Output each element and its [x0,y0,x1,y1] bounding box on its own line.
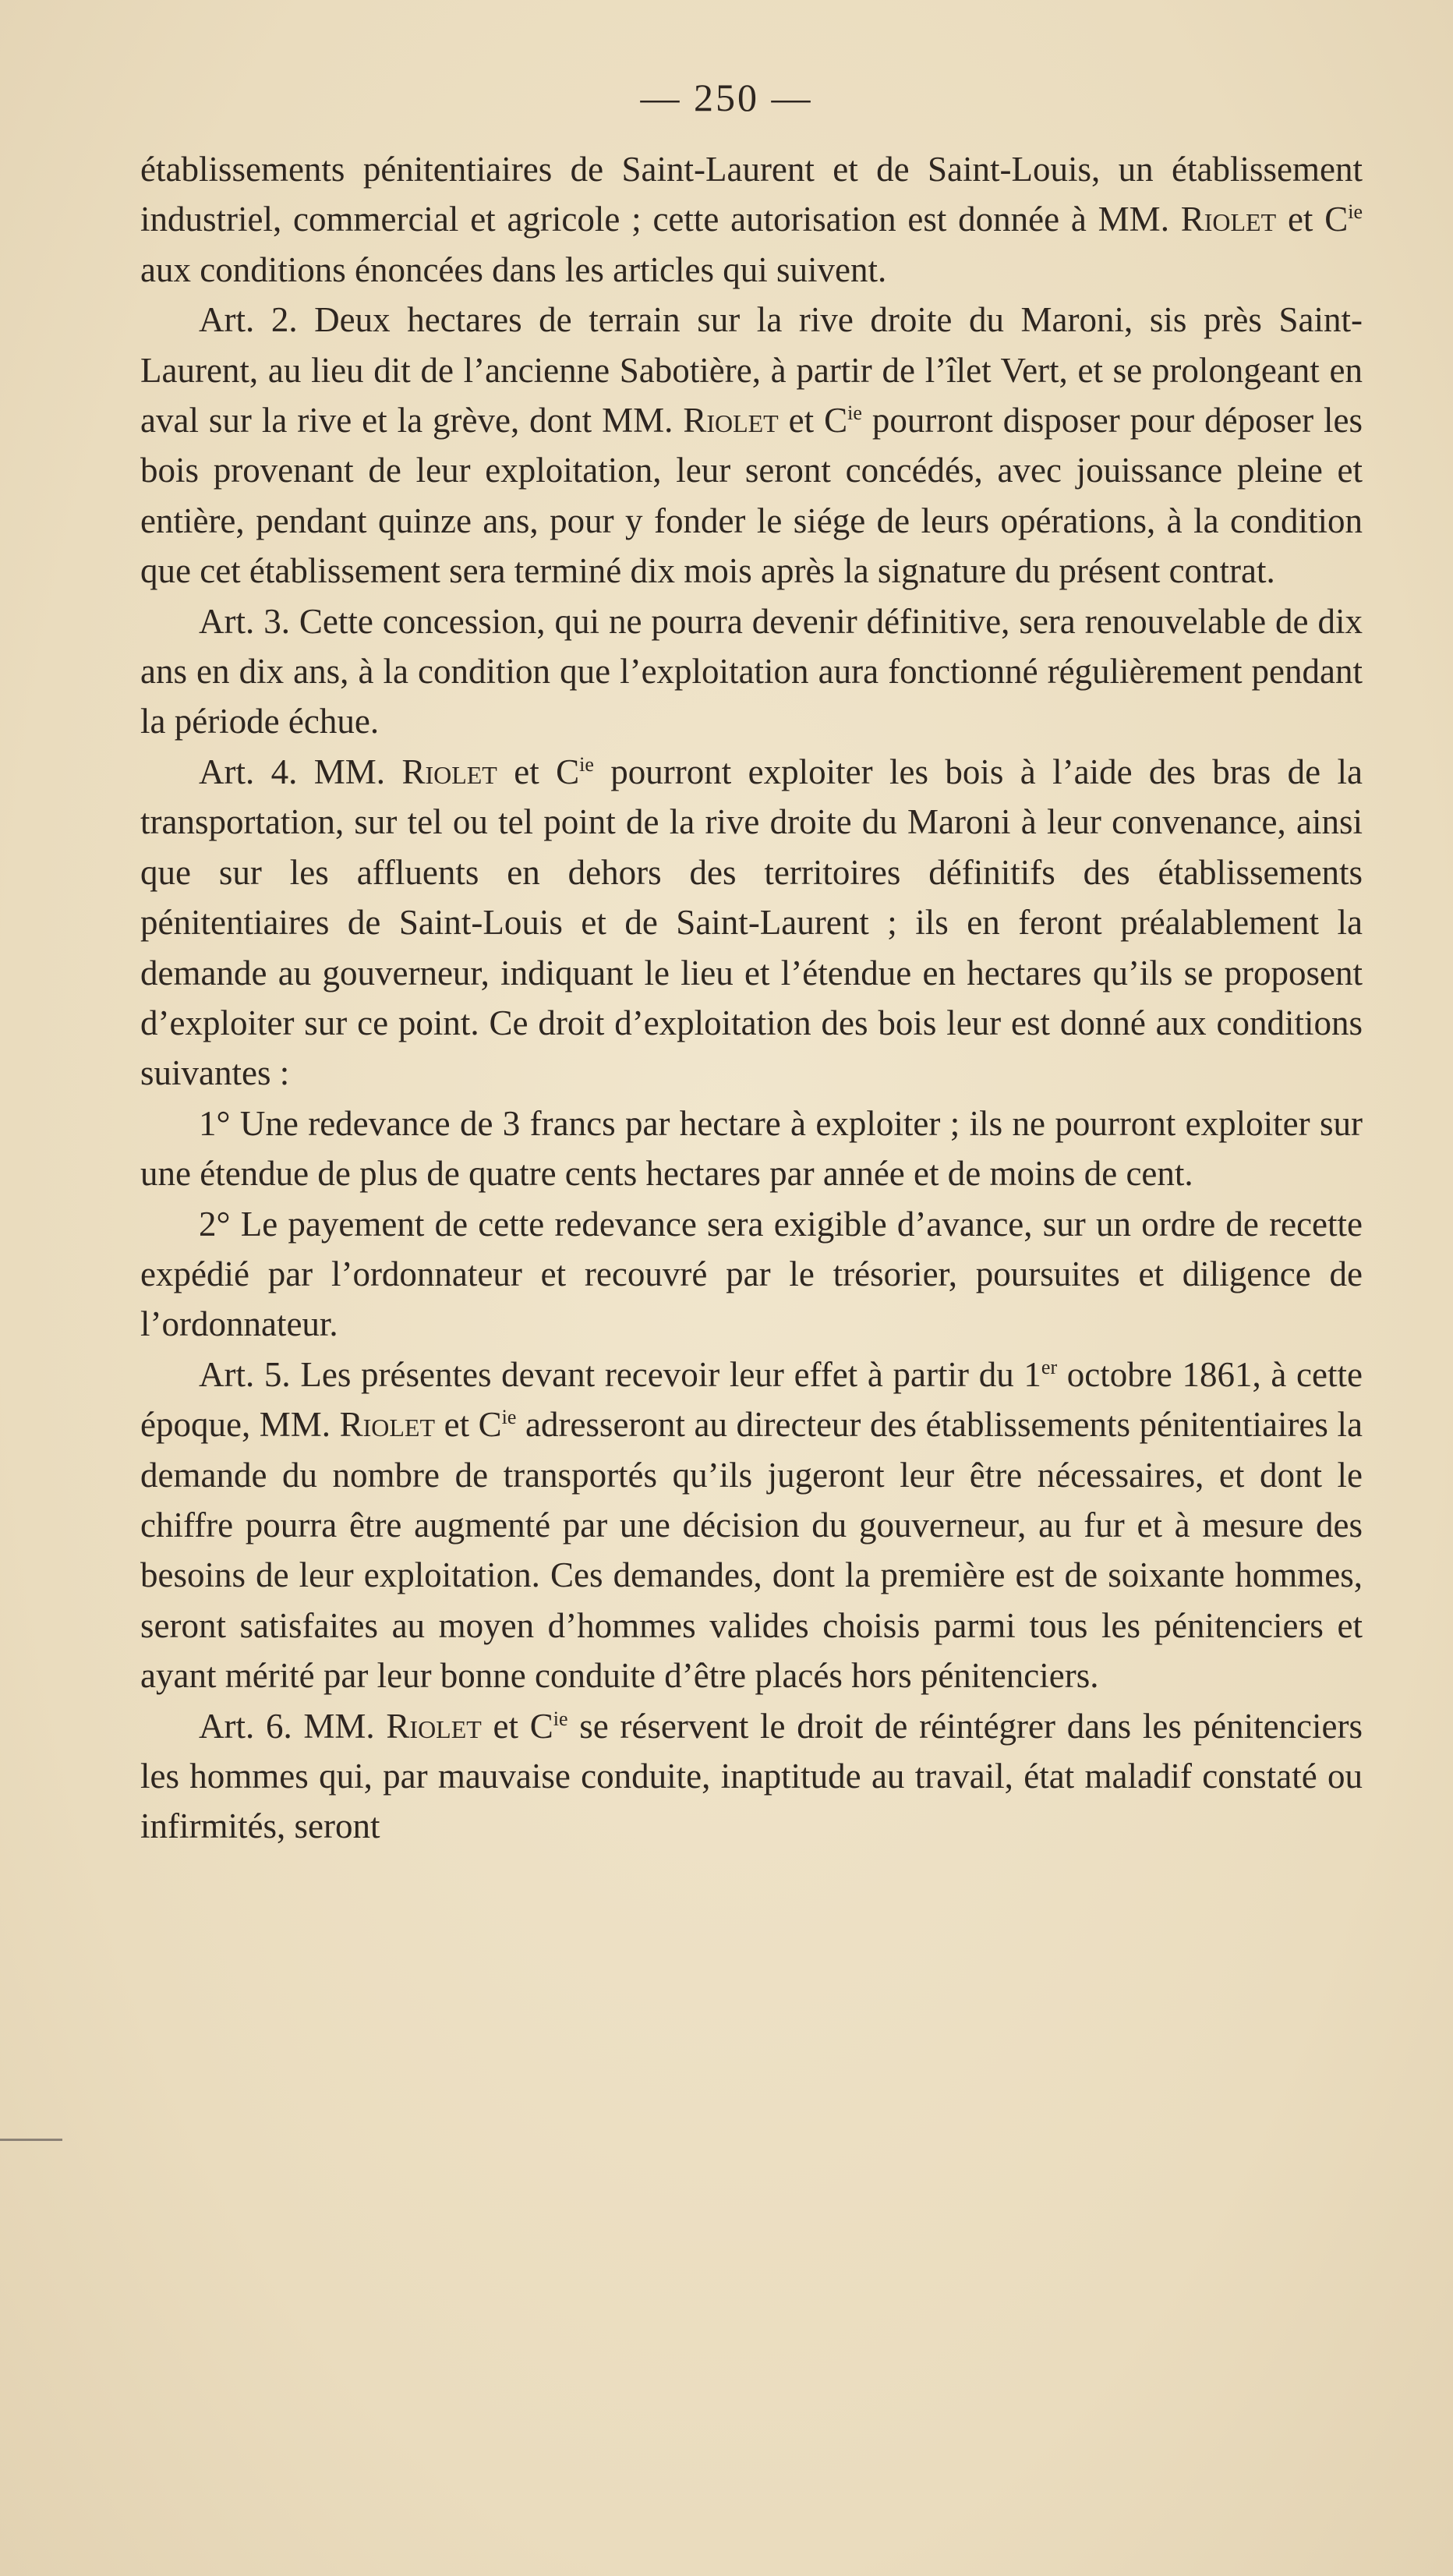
superscript: ie [847,402,862,425]
superscript: ie [579,752,594,776]
paragraph-intro [140,144,1363,295]
paragraph-art3 [140,596,1363,747]
superscript: ie [1348,200,1363,224]
company-name: Riolet [339,1405,436,1445]
text-run: adresseront au directeur des établissements pénitentiaires la demande du nombre de transportés qu’ils jugeront leur être nécessaires, et dont le chiffre pourra être augmenté par une décision du gouverneur, au fur et à mesure des besoins de leur exploitation. Ces demandes, dont la première est de soixante hommes, seront satisfaites au moyen d’hommes valides choisis parmi tous les pénitenciers et ayant mérité par leur bonne conduite d’être placés hors pénitenciers. [140,1405,1363,1696]
paragraph-art2 [140,295,1363,596]
paragraph-art4 [140,747,1363,1099]
text-run: Art. 6. MM. [199,1706,387,1746]
text-run: et C [1276,200,1349,239]
text-run: établissements pénitentiaires de Saint-Laurent et de Saint-Louis, un établissement industriel, commercial et agricole ; cette autorisation est donnée à MM. [140,150,1363,239]
text-run: Art. 3. Cette concession, qui ne pourra devenir définitive, sera renouvelable de dix ans en dix ans, à la condition que l’exploitation aura fonctionné régulièrement pendant la période échue. [140,601,1363,741]
paragraph-cond2 [140,1199,1363,1350]
text-run: se réservent le droit de réintégrer dans les pénitenciers les hommes qui, par mauvaise conduite, inaptitude au travail, état maladif constaté ou infirmités, seront [140,1706,1363,1846]
text-run: et C [435,1405,502,1445]
company-name: Riolet [683,401,779,441]
superscript: ie [501,1406,517,1429]
superscript: er [1041,1355,1058,1378]
company-name: Riolet [1180,200,1277,239]
text-run: pourront disposer pour déposer les bois provenant de leur exploitation, leur seront concédés, avec jouissance pleine et entière, pendant quinze ans, pour y fonder le siége de leurs opérations, à la condition que cet établissement sera terminé dix mois après la signature du présent contrat. [140,401,1363,591]
text-run: pourront exploiter les bois à l’aide des bras de la transportation, sur tel ou tel point de la rive droite du Maroni à leur convenance, ainsi que sur les affluents en dehors des territoires définitifs des établissements pénitentiaires de Saint-Louis et de Saint-Laurent ; ils en feront préalablement la demande au gouverneur, indiquant le lieu et l’étendue en hectares qu’ils se proposent d’exploiter sur ce point. Ce droit d’exploitation des bois leur est donné aux conditions suivantes : [140,752,1363,1093]
text-run: 1° Une redevance de 3 francs par hectare à exploiter ; ils ne pourront exploiter sur une étendue de plus de quatre cents hectares par année et de moins de cent. [140,1103,1363,1194]
page-number: — 250 — [640,76,813,119]
company-name: Riolet [401,752,497,791]
body-text [140,144,1363,1852]
margin-rule [0,2139,62,2141]
company-name: Riolet [386,1706,482,1746]
text-run: aux conditions énoncées dans les articles qui suivent. [140,249,887,289]
text-run: et C [497,752,580,791]
text-run: Art. 2. Deux hectares de terrain sur la rive droite du Maroni, sis près Saint-Laurent, au lieu dit de l’ancienne Sabotière, à partir de l’îlet Vert, et se prolongeant en aval sur la rive et la grève, dont MM. [140,300,1363,441]
superscript: ie [553,1707,568,1730]
text-run: et C [778,401,848,441]
text-run: 2° Le payement de cette redevance sera exigible d’avance, sur un ordre de recette expédié par l’ordonnateur et recouvré par le trésorier, poursuites et diligence de l’ordonnateur. [140,1204,1363,1344]
text-run: Art. 5. Les présentes devant recevoir leur effet à partir du 1 [199,1354,1041,1394]
paragraph-art5 [140,1350,1363,1701]
text-run: Art. 4. MM. [199,752,402,791]
paragraph-art6 [140,1701,1363,1852]
text-run: et C [481,1706,553,1746]
text-run: octobre 1861, à cette époque, MM. [140,1354,1363,1445]
paragraph-cond1 [140,1099,1363,1199]
